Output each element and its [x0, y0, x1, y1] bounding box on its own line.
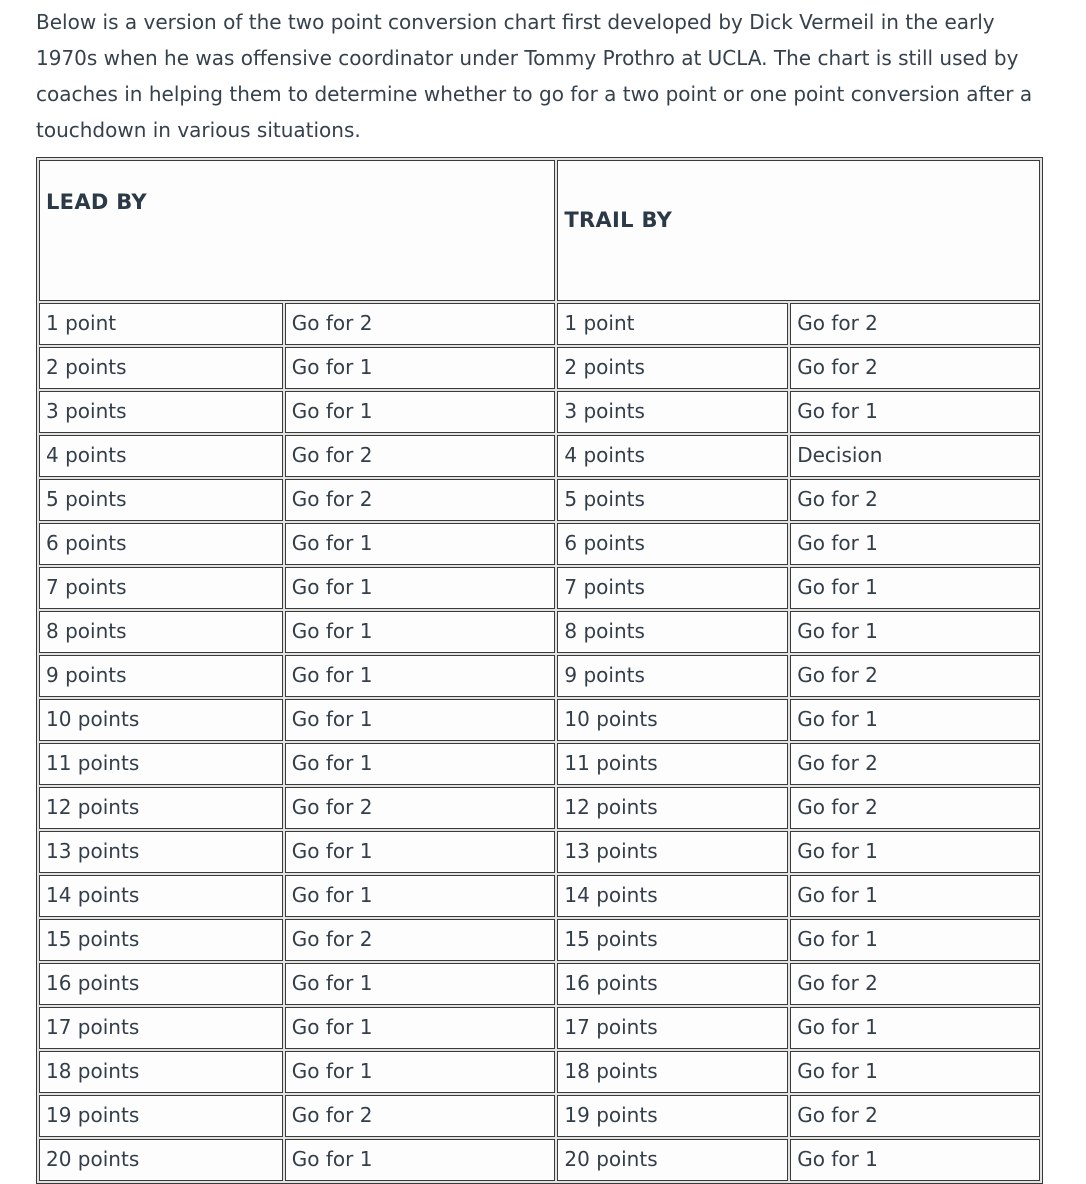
table-row [39, 391, 1040, 433]
trail-action-cell: Decision [790, 435, 1040, 477]
trail-margin-cell: 13 points [557, 831, 788, 873]
table-row [39, 611, 1040, 653]
trail-margin-cell: 19 points [557, 1095, 788, 1137]
table-row [39, 1095, 1040, 1137]
trail-margin-cell: 20 points [557, 1139, 788, 1181]
table-row [39, 435, 1040, 477]
table-row [39, 787, 1040, 829]
lead-action-cell: Go for 1 [285, 699, 556, 741]
lead-margin-cell: 7 points [39, 567, 283, 609]
trail-margin-cell: 3 points [557, 391, 788, 433]
trail-margin-cell: 12 points [557, 787, 788, 829]
trail-action-cell: Go for 1 [790, 1139, 1040, 1181]
trail-margin-cell: 14 points [557, 875, 788, 917]
trail-action-cell: Go for 1 [790, 611, 1040, 653]
lead-action-cell: Go for 1 [285, 391, 556, 433]
trail-margin-cell: 1 point [557, 303, 788, 345]
lead-margin-cell: 5 points [39, 479, 283, 521]
lead-margin-cell: 8 points [39, 611, 283, 653]
lead-action-cell: Go for 1 [285, 523, 556, 565]
trail-action-cell: Go for 1 [790, 1051, 1040, 1093]
trail-action-cell: Go for 2 [790, 479, 1040, 521]
table-row [39, 743, 1040, 785]
trail-by-header: TRAIL BY [557, 160, 1040, 301]
lead-margin-cell: 17 points [39, 1007, 283, 1049]
lead-margin-cell: 13 points [39, 831, 283, 873]
table-row [39, 347, 1040, 389]
table-row [39, 523, 1040, 565]
page [36, 0, 1043, 1184]
two-point-conversion-table [36, 157, 1043, 1184]
lead-action-cell: Go for 2 [285, 787, 556, 829]
trail-margin-cell: 5 points [557, 479, 788, 521]
table-row [39, 655, 1040, 697]
table-row [39, 875, 1040, 917]
lead-action-cell: Go for 1 [285, 875, 556, 917]
lead-action-cell: Go for 2 [285, 479, 556, 521]
lead-margin-cell: 11 points [39, 743, 283, 785]
lead-action-cell: Go for 1 [285, 567, 556, 609]
table-row [39, 567, 1040, 609]
table-row [39, 831, 1040, 873]
table-row [39, 963, 1040, 1005]
trail-action-cell: Go for 1 [790, 699, 1040, 741]
lead-margin-cell: 4 points [39, 435, 283, 477]
lead-margin-cell: 9 points [39, 655, 283, 697]
trail-action-cell: Go for 1 [790, 391, 1040, 433]
lead-action-cell: Go for 1 [285, 1007, 556, 1049]
trail-margin-cell: 2 points [557, 347, 788, 389]
table-body [39, 303, 1040, 1181]
trail-margin-cell: 18 points [557, 1051, 788, 1093]
lead-margin-cell: 19 points [39, 1095, 283, 1137]
trail-action-cell: Go for 1 [790, 919, 1040, 961]
lead-action-cell: Go for 2 [285, 303, 556, 345]
trail-margin-cell: 11 points [557, 743, 788, 785]
trail-action-cell: Go for 2 [790, 963, 1040, 1005]
lead-action-cell: Go for 1 [285, 611, 556, 653]
header-row [39, 160, 1040, 301]
lead-action-cell: Go for 1 [285, 963, 556, 1005]
trail-action-cell: Go for 2 [790, 655, 1040, 697]
lead-by-header: LEAD BY [39, 160, 555, 301]
trail-action-cell: Go for 2 [790, 347, 1040, 389]
trail-action-cell: Go for 1 [790, 567, 1040, 609]
lead-margin-cell: 2 points [39, 347, 283, 389]
trail-margin-cell: 17 points [557, 1007, 788, 1049]
lead-margin-cell: 20 points [39, 1139, 283, 1181]
lead-margin-cell: 14 points [39, 875, 283, 917]
trail-action-cell: Go for 1 [790, 1007, 1040, 1049]
lead-margin-cell: 15 points [39, 919, 283, 961]
trail-margin-cell: 10 points [557, 699, 788, 741]
lead-action-cell: Go for 2 [285, 919, 556, 961]
lead-margin-cell: 18 points [39, 1051, 283, 1093]
lead-action-cell: Go for 2 [285, 1095, 556, 1137]
lead-margin-cell: 12 points [39, 787, 283, 829]
trail-margin-cell: 9 points [557, 655, 788, 697]
lead-margin-cell: 10 points [39, 699, 283, 741]
lead-action-cell: Go for 1 [285, 831, 556, 873]
trail-action-cell: Go for 1 [790, 875, 1040, 917]
lead-action-cell: Go for 1 [285, 743, 556, 785]
trail-margin-cell: 7 points [557, 567, 788, 609]
trail-margin-cell: 6 points [557, 523, 788, 565]
lead-margin-cell: 16 points [39, 963, 283, 1005]
lead-action-cell: Go for 1 [285, 347, 556, 389]
trail-margin-cell: 16 points [557, 963, 788, 1005]
table-row [39, 699, 1040, 741]
lead-action-cell: Go for 1 [285, 1051, 556, 1093]
lead-margin-cell: 6 points [39, 523, 283, 565]
trail-action-cell: Go for 2 [790, 303, 1040, 345]
lead-action-cell: Go for 1 [285, 1139, 556, 1181]
table-row [39, 303, 1040, 345]
lead-margin-cell: 1 point [39, 303, 283, 345]
trail-margin-cell: 4 points [557, 435, 788, 477]
table-row [39, 1007, 1040, 1049]
trail-action-cell: Go for 2 [790, 1095, 1040, 1137]
trail-margin-cell: 15 points [557, 919, 788, 961]
intro-paragraph: Below is a version of the two point conversion chart first developed by Dick Vermeil in the early 1970s when he was offensive coordinator under Tommy Prothro at UCLA. The chart is still used by coaches in helping them to determine whether to go for a two point or one point conversion after a touchdown in various situations. [36, 10, 1033, 142]
trail-action-cell: Go for 2 [790, 743, 1040, 785]
table-row [39, 1051, 1040, 1093]
trail-margin-cell: 8 points [557, 611, 788, 653]
trail-action-cell: Go for 2 [790, 787, 1040, 829]
lead-action-cell: Go for 1 [285, 655, 556, 697]
table-row [39, 919, 1040, 961]
lead-action-cell: Go for 2 [285, 435, 556, 477]
trail-action-cell: Go for 1 [790, 831, 1040, 873]
trail-action-cell: Go for 1 [790, 523, 1040, 565]
table-row [39, 1139, 1040, 1181]
lead-margin-cell: 3 points [39, 391, 283, 433]
table-row [39, 479, 1040, 521]
